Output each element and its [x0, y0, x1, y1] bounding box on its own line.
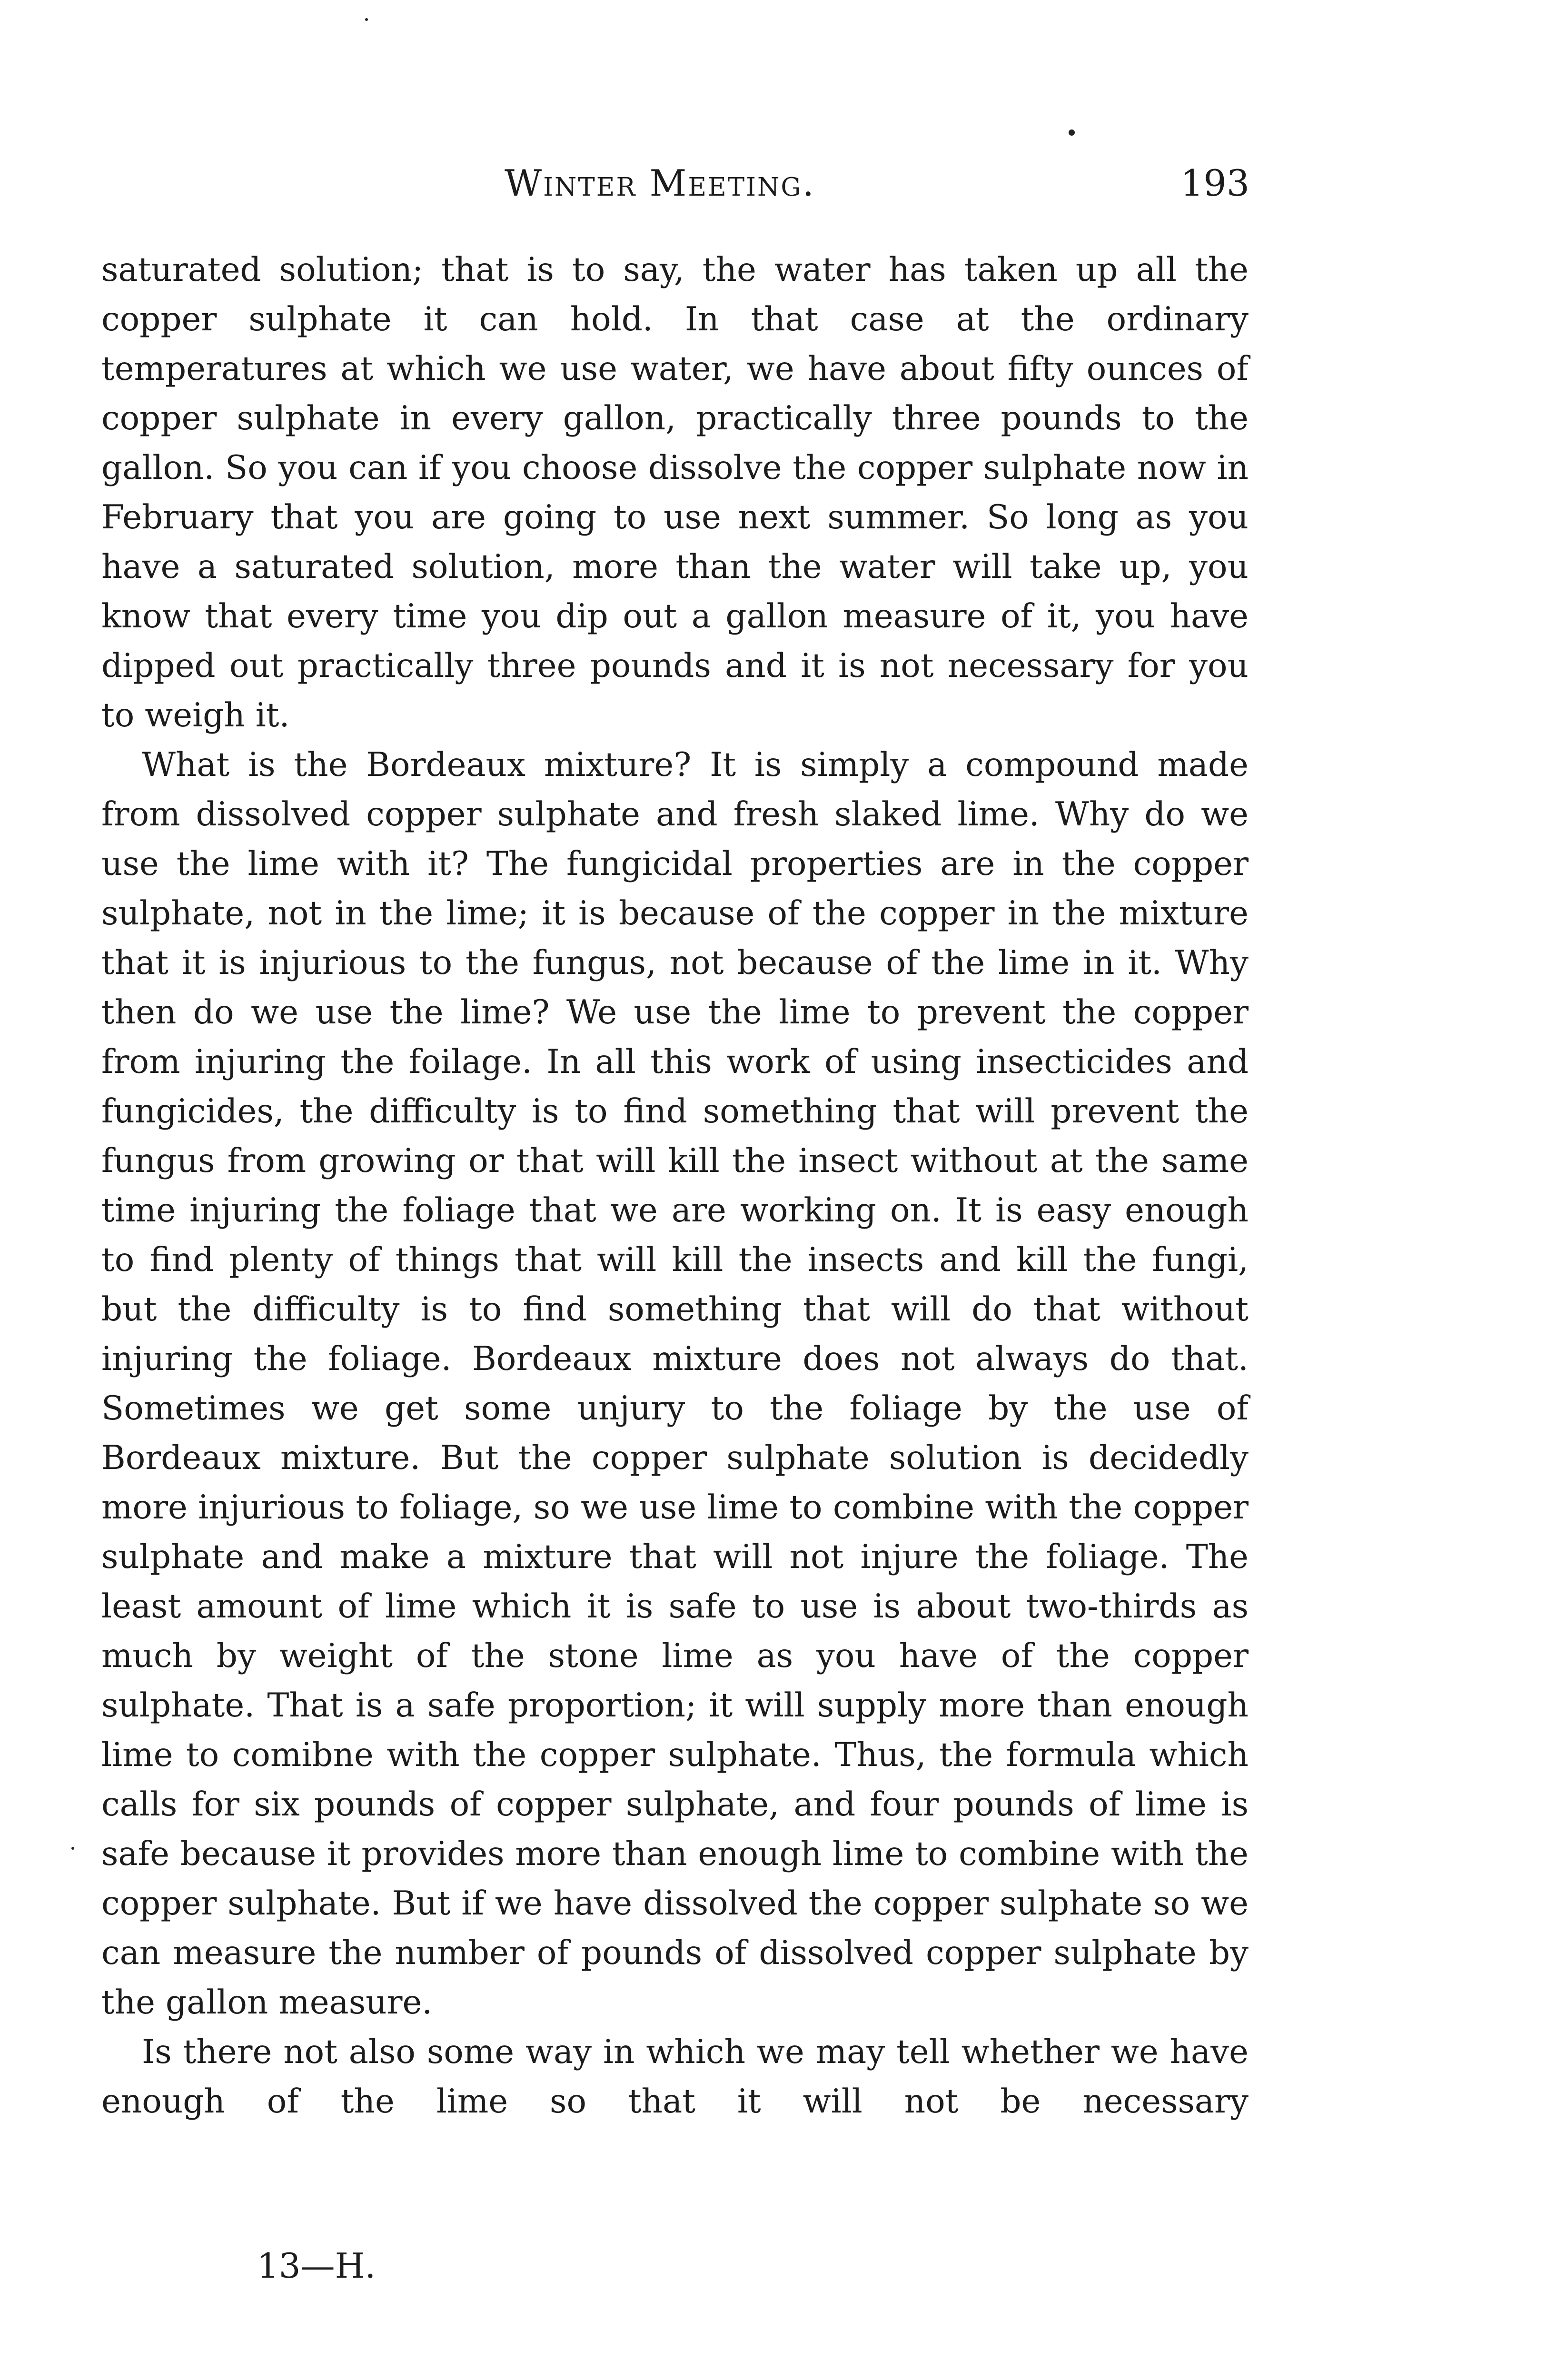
paragraph-3: Is there not also some way in which we may tell whether we have enough of the lime so that it will not be necessary	[101, 2033, 1249, 2121]
paragraph-1: saturated solution; that is to say, the water has taken up all the copper sulphate it can hold. In that case at the ordinary temperatures at which we use water, we have about fifty ounces of copper sulphate in every gallon, practically three pounds to the gallon. So you can if you choose dissolve the copper sulphate now in February that you are going to use next summer. So long as you have a saturated solution, more than the water will take up, you know that every time you dip out a gallon measure of it, you have dipped out practically three pounds and it is not necessary for you to weigh it.	[101, 251, 1249, 734]
scan-speck	[1069, 129, 1075, 136]
page-header	[0, 157, 1546, 209]
scan-speck	[71, 1847, 74, 1850]
signature-mark: 13—H.	[257, 2246, 376, 2286]
body-text	[101, 245, 1249, 2126]
scan-speck	[365, 18, 368, 21]
paragraph-2: What is the Bordeaux mixture? It is simply a compound made from dissolved copper sulphate and fresh slaked lime. Why do we use the lime with it? The fungicidal properties are in the copper sulphate, not in the lime; it is because of the copper in the mixture that it is injurious to the fungus, not because of the lime in it. Why then do we use the lime? We use the lime to prevent the copper from injuring the foilage. In all this work of using insecticides and fungicides, the difficulty is to find something that will prevent the fungus from growing or that will kill the insect without at the same time injuring the foliage that we are working on. It is easy enough to find plenty of things that will kill the insects and kill the fungi, but the difficulty is to find something that will do that without injuring the foliage. Bordeaux mixture does not always do that. Sometimes we get some unjury to the foliage by the use of Bordeaux mixture. But the copper sulphate solution is decidedly more injurious to foliage, so we use lime to combine with the copper sulphate and make a mixture that will not injure the foliage. The least amount of lime which it is safe to use is about two-thirds as much by weight of the stone lime as you have of the copper sulphate. That is a safe proportion; it will supply more than enough lime to comibne with the copper sulphate. Thus, the formula which calls for six pounds of copper sulphate, and four pounds of lime is safe because it provides more than enough lime to combine with the copper sulphate. But if we have dissolved the copper sulphate so we can measure the number of pounds of dissolved copper sulphate by the gallon measure.	[101, 746, 1249, 2022]
running-title: Winter Meeting.	[505, 162, 815, 204]
page-number: 193	[1180, 162, 1250, 204]
